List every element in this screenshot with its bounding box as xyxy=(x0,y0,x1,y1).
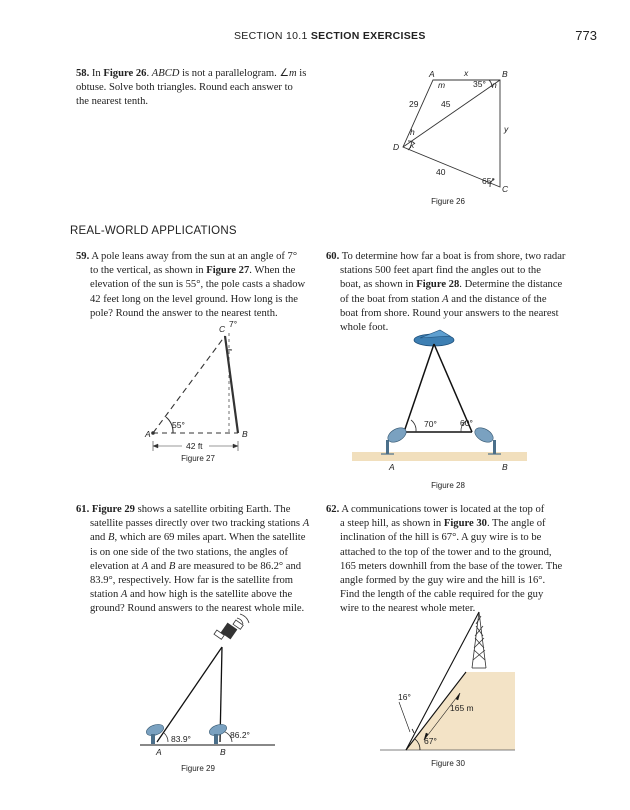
label-c: C xyxy=(502,184,509,194)
label-a: A xyxy=(145,429,151,439)
angle-35: 35° xyxy=(473,79,486,89)
problem-59: 59. A pole leans away from the sun at an angle of 7° to the vertical, as shown in Figure 27. When the elevation of the sun is 55°, the pole casts a shadow 42 feet long on the level ground. How long is the pole? Round the answer to the nearest tenth. xyxy=(76,251,306,319)
angle-862: 86.2° xyxy=(230,730,250,740)
problem-58: 58. In Figure 26. ABCD is not a parallelogram. ∠m is obtuse. Solve both triangles. Round each answer to the nearest tenth. xyxy=(76,68,307,108)
length-42: 42 ft xyxy=(186,441,203,451)
angle-67: 67° xyxy=(424,736,437,746)
angle-arc-16 xyxy=(412,729,414,733)
problem-61: 61. Figure 29 shows a satellite orbiting Earth. The satellite passes directly over two tracking stations A and B, which are 69 miles apart. When the satellite is on one side of the two stations, the angles of elevation at A and B are measured to be 86.2° and 83.9°, respectively. How far is the satellite from station A and how high is the satellite above the ground? Round answers to the nearest whole mile. xyxy=(76,504,310,615)
page-number: 773 xyxy=(575,28,597,43)
label-h: h xyxy=(410,127,415,137)
angle-7: 7° xyxy=(229,319,238,329)
label-m: m xyxy=(438,80,446,90)
angle-55: 55° xyxy=(172,420,185,430)
problem-60: 60. To determine how far a boat is from shore, two radar stations 500 feet apart find the angles out to the boat, as shown in Figure 28. Determine the distance of the boat from station A and the distance of the boat from shore. Round your answers to the nearest whole foot. xyxy=(326,251,566,334)
label-b: B xyxy=(242,429,248,439)
figure-26-caption: Figure 26 xyxy=(431,197,465,206)
angle-60: 60° xyxy=(460,418,473,428)
figure-27-caption: Figure 27 xyxy=(181,454,215,463)
problem-62: 62. A communications tower is located at the top of a steep hill, as shown in Figure 30. The angle of inclination of the hill is 67°. A guy wire is to be attached to the top of the tower and to the ground, 165 meters downhill from the base of the tower. The angle formed by the guy wire and the hill is 16°. Find the length of the cable required for the guy wire to the nearest whole meter. xyxy=(326,504,563,615)
figure-30-caption: Figure 30 xyxy=(431,759,465,768)
label-a: A xyxy=(389,462,395,472)
section-label: SECTION 10.1 SECTION EXERCISES xyxy=(234,30,426,42)
label-y: y xyxy=(504,124,509,134)
section-heading: REAL-WORLD APPLICATIONS xyxy=(70,225,237,237)
label-b: B xyxy=(502,462,508,472)
figure-29-caption: Figure 29 xyxy=(181,764,215,773)
label-b: B xyxy=(220,747,226,757)
label-x: x xyxy=(464,68,469,78)
label-d: D xyxy=(393,142,400,152)
angle-65: 65° xyxy=(482,176,495,186)
label-b: B xyxy=(502,69,508,79)
side-45: 45 xyxy=(441,99,451,109)
label-c: C xyxy=(219,324,226,334)
label-k: k xyxy=(410,140,415,150)
side-40: 40 xyxy=(436,167,446,177)
length-165: 165 m xyxy=(450,703,474,713)
label-n: n xyxy=(492,80,497,90)
side-29: 29 xyxy=(409,99,419,109)
label-a: A xyxy=(429,69,435,79)
angle-70: 70° xyxy=(424,419,437,429)
angle-16: 16° xyxy=(398,692,411,702)
pointer-16 xyxy=(399,702,410,732)
label-a: A xyxy=(156,747,162,757)
angle-839: 83.9° xyxy=(171,734,191,744)
figure-28-caption: Figure 28 xyxy=(431,481,465,490)
